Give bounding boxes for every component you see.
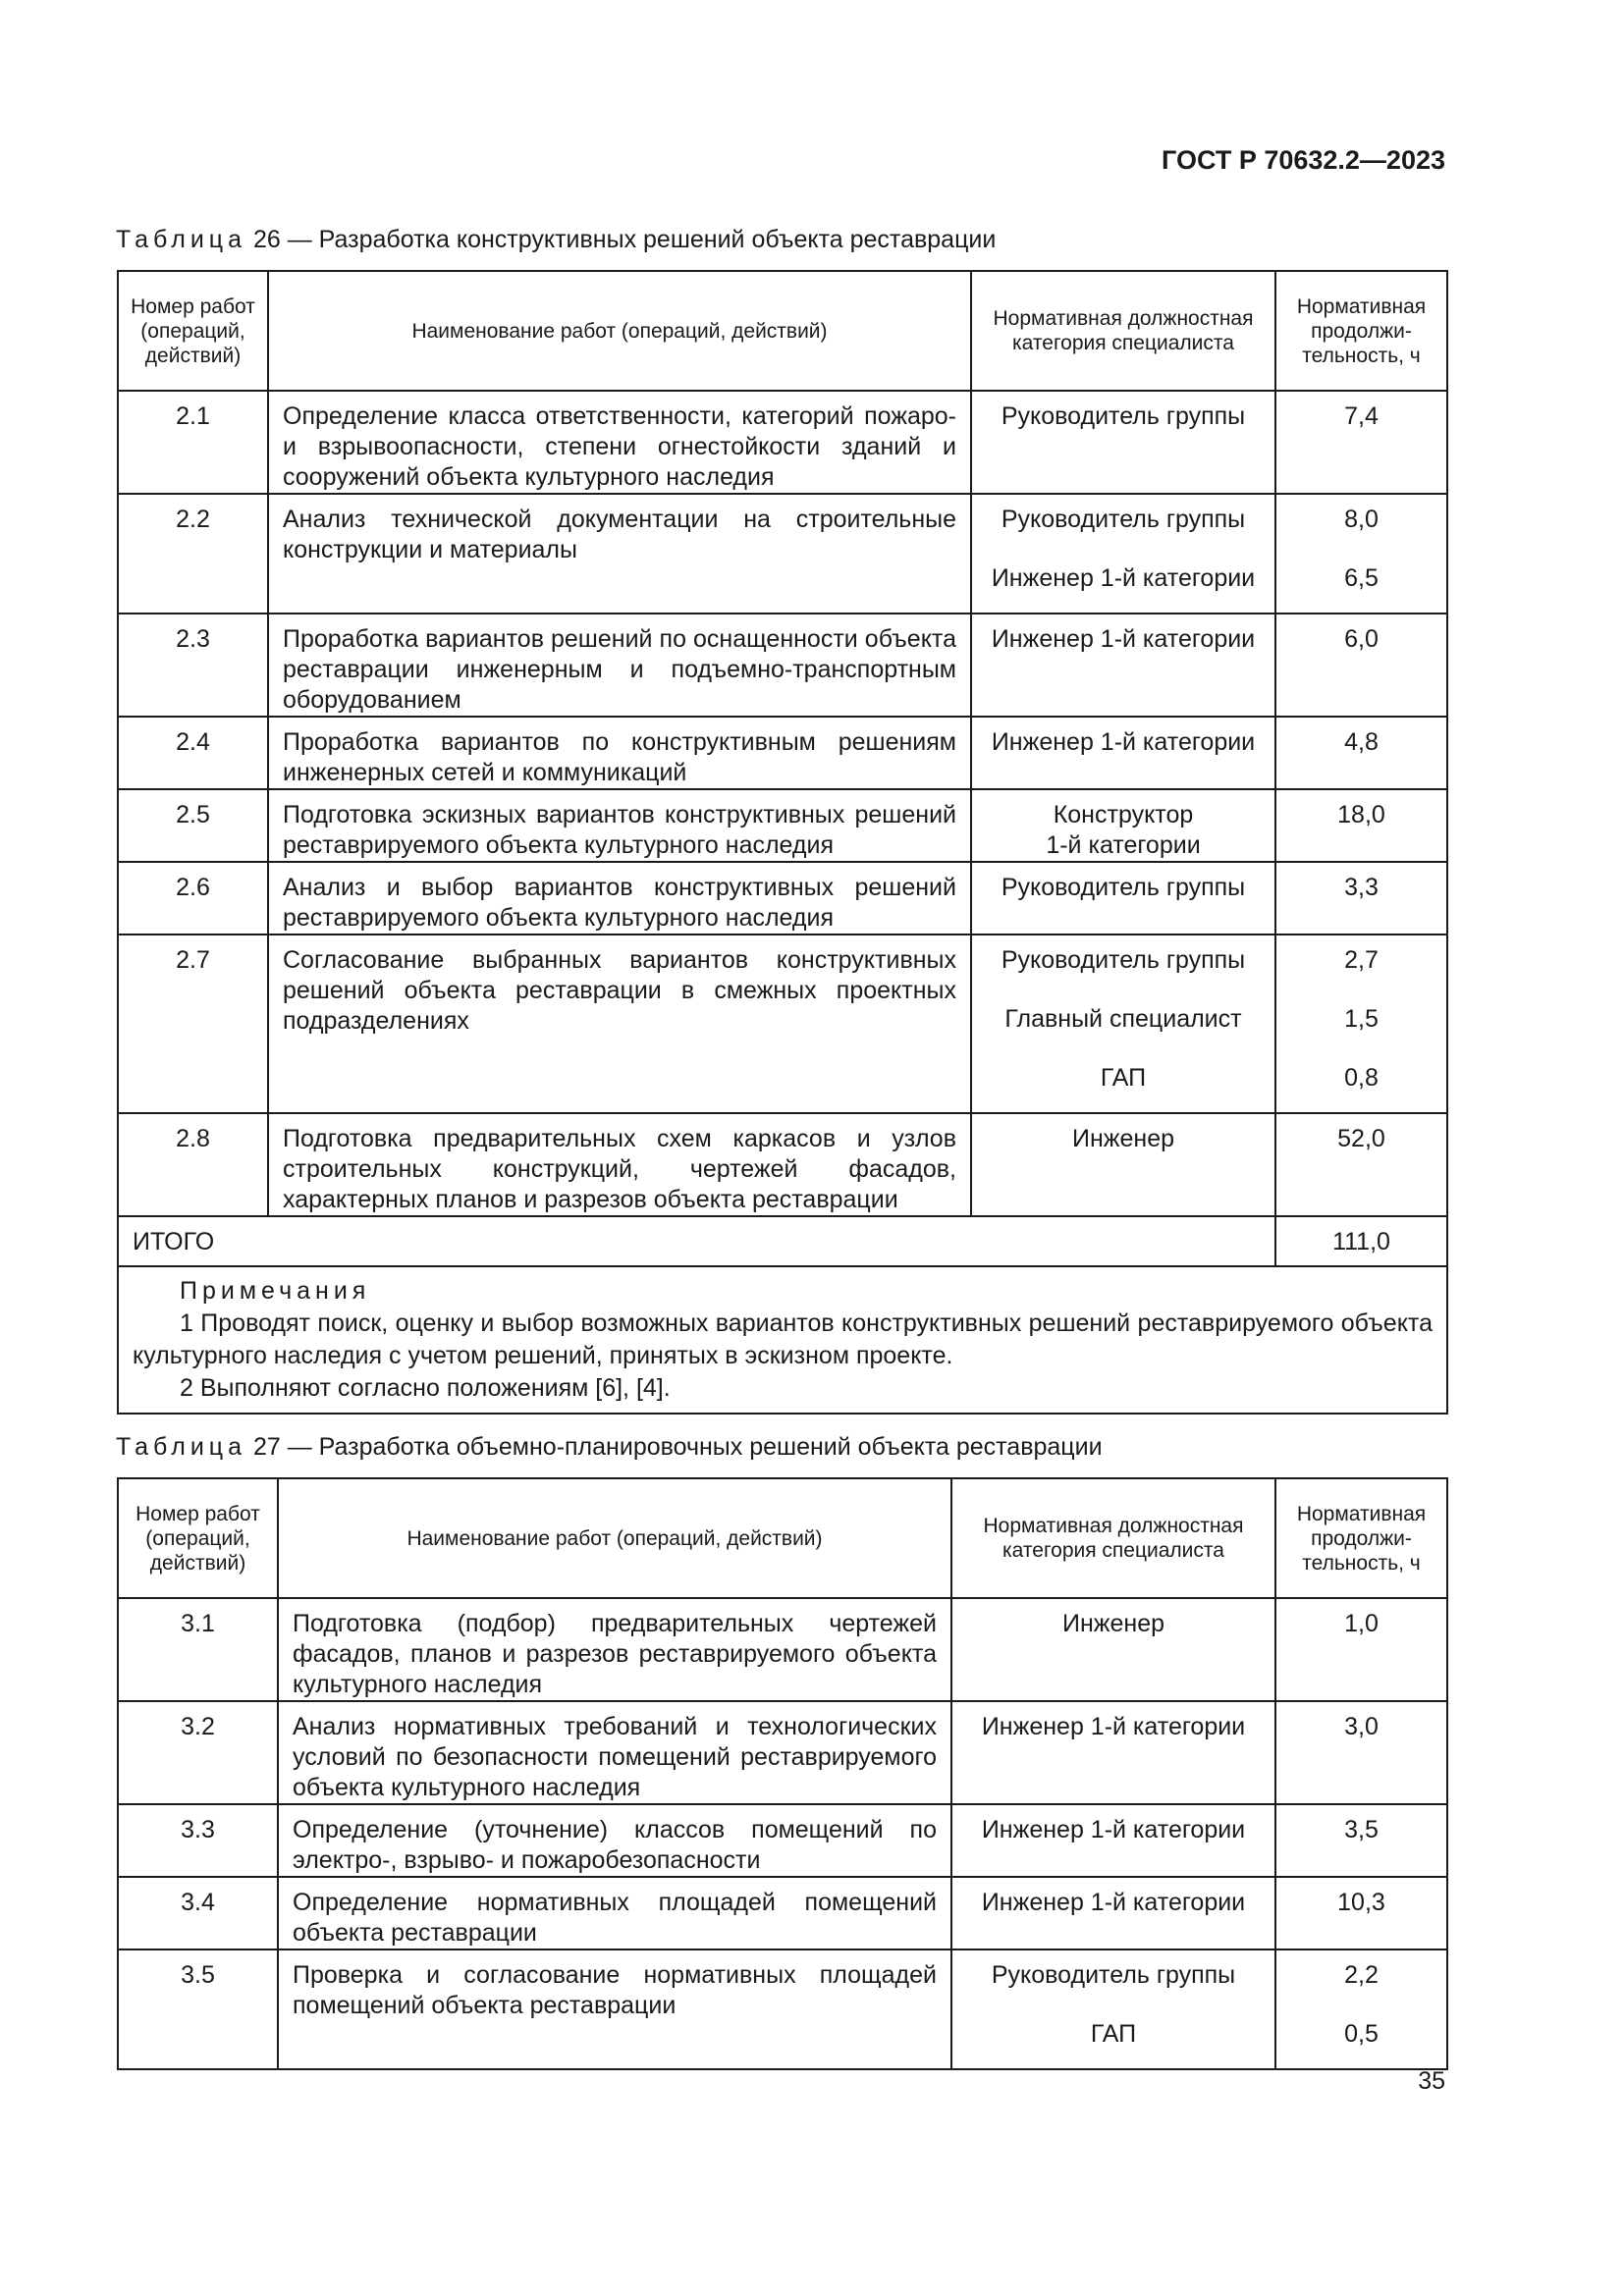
work-name: Согласование выбранных вариантов конструктивных решений объекта реставрации в смежных проектных подразделениях [268,934,971,1113]
duration-value: 1,0 [1344,1610,1379,1637]
row-number: 2.4 [118,717,268,789]
note-item: 1 Проводят поиск, оценку и выбор возможных вариантов конструктивных решений реставрируемого объекта культурного наследия с учетом решений, принятых в эскизном проекте. [133,1309,1433,1369]
specialist-category: Инженер [1071,1125,1175,1152]
row-number: 2.8 [118,1113,268,1216]
row-number: 2.7 [118,934,268,1113]
duration-cell [1275,1701,1447,1804]
notes-cell [118,1266,1447,1414]
specialist-category: ГАП [1100,1064,1147,1092]
duration-value: 2,2 [1344,1961,1379,1989]
duration-cell [1275,862,1447,934]
duration-value: 1,5 [1344,1005,1379,1033]
work-name: Проверка и согласование нормативных площадей помещений объекта реставрации [278,1949,951,2069]
category-cell [951,1877,1275,1949]
table-26-caption [116,226,996,254]
specialist-category: Конструктор 1-й категории [1046,801,1201,859]
table-row [118,1949,1447,2069]
work-name: Анализ и выбор вариантов конструктивных решений реставрируемого объекта культурного наследия [268,862,971,934]
specialist-category: ГАП [1090,2020,1137,2048]
work-name: Проработка вариантов решений по оснащенности объекта реставрации инженерным и подъемно-транспортным оборудованием [268,614,971,717]
table-27-caption-prefix: Таблица [116,1433,247,1461]
work-name: Подготовка эскизных вариантов конструктивных решений реставрируемого объекта культурного наследия [268,789,971,862]
table-26-body [118,391,1447,1216]
category-cell [971,862,1275,934]
table-27 [117,1477,1448,2070]
specialist-category: Инженер [1061,1610,1165,1637]
work-name: Анализ технической документации на строительные конструкции и материалы [268,494,971,614]
table-row [118,1701,1447,1804]
total-value: 111,0 [1275,1216,1447,1266]
duration-value: 4,8 [1344,728,1379,756]
table-26-caption-text: 26 — Разработка конструктивных решений объекта реставрации [246,226,997,253]
duration-value: 6,0 [1344,625,1379,653]
duration-cell [1275,1598,1447,1701]
header-duration: Нормативная продолжи-тельность, ч [1275,271,1447,391]
row-number: 2.1 [118,391,268,494]
duration-cell [1275,934,1447,1113]
duration-value: 0,5 [1344,2020,1379,2048]
duration-value: 0,8 [1344,1064,1379,1092]
duration-value: 6,5 [1344,564,1379,592]
work-name: Анализ нормативных требований и технологических условий по безопасности помещений реставрируемого объекта культурного наследия [278,1701,951,1804]
table-row [118,1877,1447,1949]
row-number: 3.4 [118,1877,278,1949]
duration-value: 3,5 [1344,1816,1379,1843]
page-number: 35 [1418,2067,1445,2095]
table-26-caption-prefix: Таблица [116,226,247,253]
category-cell [971,789,1275,862]
duration-value: 18,0 [1337,801,1385,828]
duration-value: 52,0 [1337,1125,1385,1152]
work-name: Подготовка (подбор) предварительных чертежей фасадов, планов и разрезов реставрируемого объекта культурного наследия [278,1598,951,1701]
duration-value: 7,4 [1344,402,1379,430]
duration-cell [1275,1877,1447,1949]
header-name: Наименование работ (операций, действий) [268,271,971,391]
work-name: Определение класса ответственности, категорий пожаро- и взрывоопасности, степени огнестойкости зданий и сооружений объекта культурного наследия [268,391,971,494]
duration-cell [1275,789,1447,862]
row-number: 3.5 [118,1949,278,2069]
category-cell [971,494,1275,614]
specialist-category: Руководитель группы [1001,946,1246,974]
notes-title: Примечания [180,1277,371,1305]
row-number: 2.3 [118,614,268,717]
table-27-body [118,1598,1447,2069]
row-number: 2.6 [118,862,268,934]
specialist-category: Инженер 1-й категории [991,728,1256,756]
table-27-header-row [118,1478,1447,1598]
work-name: Подготовка предварительных схем каркасов и узлов строительных конструкций, чертежей фасадов, характерных планов и разрезов объекта реставрации [268,1113,971,1216]
table-row [118,717,1447,789]
specialist-category: Инженер 1-й категории [991,564,1256,592]
table-row [118,391,1447,494]
header-category: Нормативная должностная категория специалиста [951,1478,1275,1598]
table-26-total-row [118,1216,1447,1266]
table-row [118,614,1447,717]
specialist-category: Инженер 1-й категории [981,1816,1246,1843]
table-row [118,1804,1447,1877]
row-number: 3.2 [118,1701,278,1804]
document-code: ГОСТ Р 70632.2—2023 [1162,145,1445,175]
category-cell [951,1949,1275,2069]
category-cell [971,934,1275,1113]
table-27-caption [116,1433,1103,1462]
table-row [118,789,1447,862]
duration-value: 2,7 [1344,946,1379,974]
category-cell [971,1113,1275,1216]
specialist-category: Руководитель группы [1001,506,1246,533]
category-cell [971,614,1275,717]
row-number: 3.3 [118,1804,278,1877]
work-name: Определение нормативных площадей помещений объекта реставрации [278,1877,951,1949]
table-row [118,1113,1447,1216]
table-26-header-row [118,271,1447,391]
row-number: 3.1 [118,1598,278,1701]
specialist-category: Инженер 1-й категории [991,625,1256,653]
table-row [118,934,1447,1113]
duration-value: 3,3 [1344,874,1379,901]
note-item: 2 Выполняют согласно положениям [6], [4]. [180,1374,671,1402]
specialist-category: Руководитель группы [1001,874,1246,901]
header-name: Наименование работ (операций, действий) [278,1478,951,1598]
table-26-notes-row [118,1266,1447,1414]
row-number: 2.5 [118,789,268,862]
duration-cell [1275,1949,1447,2069]
row-number: 2.2 [118,494,268,614]
total-label: ИТОГО [118,1216,1275,1266]
specialist-category: Главный специалист [1004,1005,1242,1033]
specialist-category: Руководитель группы [1001,402,1246,430]
duration-cell [1275,614,1447,717]
duration-cell [1275,391,1447,494]
specialist-category: Руководитель группы [991,1961,1236,1989]
header-num: Номер работ (операций, действий) [118,1478,278,1598]
duration-value: 3,0 [1344,1713,1379,1740]
duration-cell [1275,1804,1447,1877]
duration-cell [1275,717,1447,789]
work-name: Проработка вариантов по конструктивным решениям инженерных сетей и коммуникаций [268,717,971,789]
duration-value: 10,3 [1337,1889,1385,1916]
header-duration: Нормативная продолжи-тельность, ч [1275,1478,1447,1598]
header-category: Нормативная должностная категория специалиста [971,271,1275,391]
table-row [118,1598,1447,1701]
category-cell [951,1598,1275,1701]
specialist-category: Инженер 1-й категории [981,1713,1246,1740]
table-row [118,494,1447,614]
category-cell [951,1701,1275,1804]
table-row [118,862,1447,934]
header-num: Номер работ (операций, действий) [118,271,268,391]
work-name: Определение (уточнение) классов помещений по электро-, взрыво- и пожаробезопасности [278,1804,951,1877]
table-26 [117,270,1448,1415]
category-cell [971,391,1275,494]
category-cell [951,1804,1275,1877]
specialist-category: Инженер 1-й категории [981,1889,1246,1916]
duration-cell [1275,494,1447,614]
table-27-caption-text: 27 — Разработка объемно-планировочных решений объекта реставрации [246,1433,1103,1461]
duration-cell [1275,1113,1447,1216]
duration-value: 8,0 [1344,506,1379,533]
category-cell [971,717,1275,789]
